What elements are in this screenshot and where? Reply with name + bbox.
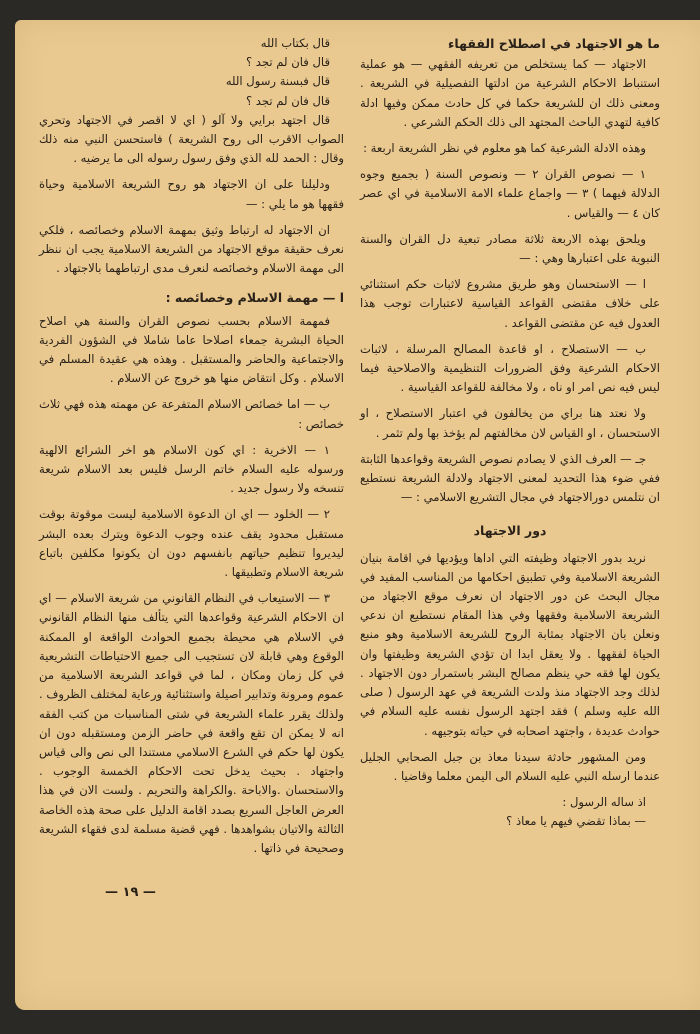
paragraph: ب — الاستصلاح ، او قاعدة المصالح المرسلة ، لاثبات الاحكام الشرعية وفق الضرورات التنظيمية والاصلاحية فيما ليس فيه نص امر او ناه ، ولا مخالفة للقواعد القياسية . [360, 341, 660, 395]
paragraph: ومن المشهور حادثة سيدنا معاذ بن جبل الصحابي الجليل عندما ارسله النبي عليه السلام الى اليمن معلما وقاضيا . [360, 749, 660, 783]
dialog-line: اذ ساله الرسول : [562, 795, 646, 810]
paragraph: الاجتهاد — كما يستخلص من تعريفه الفقهي — هو عملية استنباط الاحكام الشرعية من ادلتها التفصيلية في الشريعة . ومعنى ذلك ان للشريعة حكما في كل حادث ممكن وفيها ادلة كافية لتهدي الباحث المجتهد الى ذلك الحكم الشرعي . [360, 57, 660, 129]
paragraph: فمهمة الاسلام بحسب نصوص القران والسنة هي اصلاح الحياة البشرية جمعاء اصلاحا عاما شاملا في الشؤون الفردية والاجتماعية والحاضر والمستقبل . وهذه هي عقيدة المسلم في الاسلام . وكل انتقاض منها هو خروج عن الاسلام . [39, 313, 344, 386]
dialog-line: قال فبسنة رسول الله [225, 74, 330, 89]
right-column [360, 34, 660, 832]
paragraph: ويلحق بهذه الاربعة ثلاثة مصادر تبعية دل القران والسنة النبوية على اعتبارها وهي : — [360, 231, 660, 266]
paragraph: ٣ — الاستيعاب في النظام القانوني من شريعة الاسلام — اي ان الاحكام الشرعية وقواعدها التي يتألف منها النظام القانوني في الاسلام هي محيطة بجميع الحوادث الواقعة او الممكنة الوقوع وهي قابلة لان تستجيب الى جميع الاحتياطات التشريعية في كل زمان ومكان ، لما في قواعد الشريعة الاسلامية من عموم ومرونة وتدابير اصيلة واستثنائية ورعاية لمختلف الظروف . ولذلك يقرر علماء الشريعة في شتى المناسبات من كتب الفقه انه لا يمكن ان تقع واقعة في حاضر الزمن ومستقبله دون ان يكون لها حكم في الشرع الاسلامي مستندا الى نص والى قياس واجتهاد . بحيث يدخل تحت الاحكام الخمسة الوجوب . والاستحسان .والاباحة .والكراهة والتحريم . ولست الان في هذا العرض العاجل السريع بصدد اقامة الدليل على صحة هذه الخاصة الثالثة والاتيان بشواهدها . فهي قضية مسلمة لدى فقهاء الشريعة وصحيحة في ذاتها . [38, 591, 344, 855]
paragraph: وهذه الادلة الشرعية كما هو معلوم في نظر الشريعة اربعة : [363, 141, 646, 156]
paragraph: ودليلنا على ان الاجتهاد هو روح الشريعة الاسلامية وحياة فقهها هو ما يلي : — [39, 177, 344, 211]
dialog-line: قال بكتاب الله [260, 36, 330, 50]
page-number: — ١٩ — [105, 885, 156, 900]
paragraph: ٢ — الخلود — اي ان الدعوة الاسلامية ليست موقوتة بوقت مستقبل محدود يقف عنده وجوب الدعوة ويترك بعده البشر ليديروا تنظيم حياتهم بانفسهم دون ان يكونوا مكلفين باتباع شريعة الاسلام وتطبيقها . [39, 507, 344, 580]
left-column [39, 34, 344, 865]
paragraph: قال اجتهد برايي ولا آلو ( اي لا اقصر في الاجتهاد وتحري الصواب الاقرب الى روح الشريعة ) فاستحسن النبي منه ذلك وقال : الحمد لله الذي وفق رسول رسوله الى ما يرضيه . [39, 112, 344, 166]
section-heading-mission-of-islam: ا — مهمة الاسلام وخصائصه : [165, 290, 344, 306]
paragraph: ١ — نصوص القران ٢ — ونصوص السنة ( بجميع وجوه الدلالة فيهما ) ٣ — واجماع علماء الامة الاسلامية في اي عصر كان ٤ — والقياس . [360, 167, 660, 220]
dialog-line: — بماذا تقضي فيهم يا معاذ ؟ [506, 814, 646, 829]
dialog-block [360, 793, 660, 831]
paragraph: جـ — العرف الذي لا يصادم نصوص الشريعة وقواعدها الثابتة ففي ضوء هذا التحديد لمعنى الاجتهاد ولادلة الشريعة نستطيع ان نتلمس دورالاجتهاد في مجال التشريع الاسلامي : — [360, 451, 660, 505]
paragraph: ان الاجتهاد له ارتباط وثيق بمهمة الاسلام وخصائصه ، فلكي نعرف حقيقة موقع الاجتهاد من الشريعة الاسلامية يجب ان ننظر الى مهمة الاسلام وخصائصه لنعرف مدى ارتباطهما بالاجتهاد . [39, 222, 344, 276]
dialog-block [39, 34, 344, 111]
section-heading-ijtihad-definition: ما هو الاجتهاد في اصطلاح الفقهاء [448, 36, 660, 51]
paragraph: نريد بدور الاجتهاد وظيفته التي اداها ويؤديها في اقامة بنيان الشريعة الاسلامية وفي تطبيق احكامها من المناسب المفيد في مجال البحث عن دور الاجتهاد ان نعرف موقع الاجتهاد من الشريعة الاسلامية وفقهها وفي هذا المقام نستطيع ان ندعي ونعلن بان الاجتهاد بمثابة الروح للشريعة الاسلامية وهو منبع الحياة لفقهها . ولا يعقل ابدا ان تؤدي الشريعة وظيفتها وان يكون لها فقه حي ينظم مصالح البشر باستمرار دون الاجتهاد . لذلك وجد الاجتهاد منذ ولدت الشريعة في عهد الرسول ( صلى الله عليه وسلم ) فقد اجتهد الرسول نفسه عليه السلام في حوادث عديدة ، واجتهد اصحابه في حياته بتوجيهه . [360, 550, 660, 738]
paragraph: ب — اما خصائص الاسلام المتفرعة عن مهمته هذه فهي ثلاث خصائص : [39, 397, 344, 431]
scanned-page [15, 20, 700, 1010]
section-heading-role-of-ijtihad: دور الاجتهاد [473, 523, 547, 539]
paragraph: ا — الاستحسان وهو طريق مشروع لاثبات حكم استثنائي على خلاف مقتضى القواعد القياسية لاعتبارات توجب هذا العدول فيه عن مقتضى القواعد . [360, 277, 660, 330]
paragraph: ١ — الاخرية : اي كون الاسلام هو اخر الشرائع الالهية ورسوله عليه السلام خاتم الرسل فليس بعد الاسلام شريعة تنسخه ولا رسول جديد . [39, 442, 344, 496]
dialog-line: قال فان لم تجد ؟ [245, 93, 330, 108]
paragraph: ولا نعتد هنا براي من يخالفون في اعتبار الاستصلاح ، او الاستحسان ، او القياس لان مخالفتهم لم يؤخذ بها ولم تثمر . [360, 406, 660, 440]
dialog-line: قال فان لم تجد ؟ [245, 55, 330, 70]
